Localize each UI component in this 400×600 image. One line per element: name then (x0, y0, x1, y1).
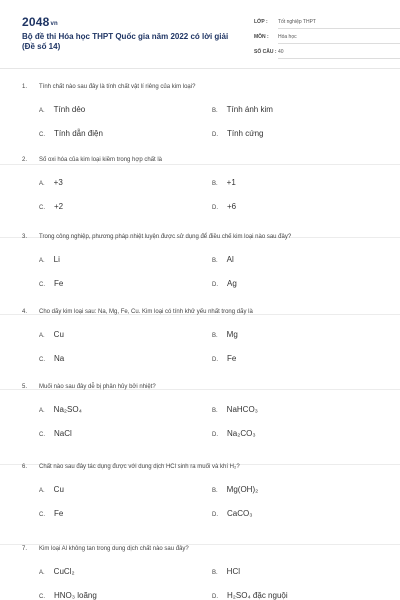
option-text: NaHCO₃ (226, 405, 258, 414)
question-text (22, 83, 382, 91)
option-letter: A. (39, 108, 45, 114)
question-item (22, 233, 382, 305)
option-d[interactable] (212, 591, 288, 600)
option-letter: A. (39, 570, 45, 576)
site-logo[interactable] (22, 15, 58, 29)
option-letter: B. (212, 570, 218, 576)
option-d[interactable] (212, 202, 236, 212)
option-b[interactable] (212, 255, 234, 265)
question-stem: Số oxi hóa của kim loại kiềm trong hợp chất là (39, 157, 162, 163)
options (22, 405, 382, 455)
option-letter: D. (212, 357, 218, 363)
option-letter: C. (39, 132, 45, 138)
option-b[interactable] (212, 178, 236, 188)
option-c[interactable] (39, 509, 63, 519)
option-d[interactable] (212, 129, 263, 139)
question-text (22, 383, 382, 391)
option-text: Li (53, 255, 60, 264)
options (22, 255, 382, 305)
option-text: Cu (53, 485, 64, 494)
options (22, 567, 382, 600)
meta-underline (278, 58, 400, 59)
question-stem: Cho dãy kim loại sau: Na, Mg, Fe, Cu. Kim loại có tính khử yếu nhất trong dãy là (39, 309, 253, 315)
question-stem: Trong công nghiệp, phương pháp nhiệt luyện được sử dụng để điều chế kim loại nào sau đây? (39, 234, 292, 240)
question-number: 2. (22, 157, 28, 163)
option-a[interactable] (39, 255, 60, 265)
question-number: 7. (22, 546, 28, 552)
option-text: Na (54, 354, 65, 363)
question-stem: Kim loại Al không tan trong dung dịch chất nào sau đây? (39, 546, 189, 552)
option-d[interactable] (212, 429, 256, 439)
option-text: Tính ánh kim (226, 105, 273, 114)
option-c[interactable] (39, 429, 72, 439)
question-number: 6. (22, 464, 28, 470)
option-letter: D. (212, 282, 218, 288)
option-text: Tính dẻo (53, 105, 86, 114)
logo-text: 2048 (22, 15, 50, 29)
option-d[interactable] (212, 354, 236, 364)
question-text (22, 156, 382, 164)
option-b[interactable] (212, 105, 273, 115)
question-item (22, 83, 382, 155)
option-text: Mg (226, 330, 238, 339)
option-text: Fe (54, 279, 64, 288)
options (22, 485, 382, 535)
option-a[interactable] (39, 178, 63, 188)
option-c[interactable] (39, 129, 103, 139)
question-text (22, 308, 382, 316)
meta-value: 40 (278, 49, 284, 55)
question-item (22, 308, 382, 380)
option-letter: D. (212, 205, 218, 211)
option-b[interactable] (212, 485, 258, 495)
question-item (22, 545, 382, 600)
option-a[interactable] (39, 567, 75, 577)
question-number: 5. (22, 384, 28, 390)
option-text: Al (226, 255, 234, 264)
option-text: +3 (53, 178, 63, 187)
options (22, 105, 382, 155)
option-letter: C. (39, 205, 45, 211)
option-text: HNO₃ loãng (54, 591, 97, 600)
option-letter: B. (212, 258, 218, 264)
option-text: Ag (227, 279, 237, 288)
option-text: Na₂SO₄ (53, 405, 82, 414)
meta-row-grade (254, 18, 400, 32)
question-item (22, 463, 382, 535)
option-letter: D. (212, 594, 218, 600)
option-a[interactable] (39, 330, 64, 340)
option-text: HCl (226, 567, 241, 576)
option-letter: A. (39, 488, 45, 494)
option-text: Fe (227, 354, 237, 363)
option-text: CaCO₃ (227, 509, 253, 518)
option-letter: A. (39, 258, 45, 264)
options (22, 330, 382, 380)
option-letter: C. (39, 512, 45, 518)
option-text: H₂SO₄ đặc nguội (227, 591, 288, 600)
option-letter: C. (39, 594, 45, 600)
option-c[interactable] (39, 591, 97, 600)
option-text: +2 (54, 202, 64, 211)
option-a[interactable] (39, 405, 82, 415)
question-number: 3. (22, 234, 28, 240)
header-divider (0, 68, 400, 69)
question-item (22, 156, 382, 228)
option-text: +6 (227, 202, 237, 211)
exam-meta (254, 18, 400, 63)
option-letter: A. (39, 333, 45, 339)
option-d[interactable] (212, 509, 252, 519)
option-letter: B. (212, 181, 218, 187)
option-text: Mg(OH)₂ (226, 485, 259, 494)
option-a[interactable] (39, 105, 85, 115)
option-letter: C. (39, 432, 45, 438)
option-text: Tính dẫn điện (54, 129, 103, 138)
option-b[interactable] (212, 567, 240, 577)
meta-row-subject (254, 33, 400, 47)
options (22, 178, 382, 228)
meta-label: SỐ CÂU : (254, 49, 277, 55)
question-stem: Tính chất nào sau đây là tính chất vật lí riêng của kim loại? (39, 84, 196, 90)
option-text: Na₂CO₃ (227, 429, 256, 438)
question-stem: Chất nào sau đây tác dụng được với dung dịch HCl sinh ra muối và khí H₂? (39, 464, 240, 470)
exam-title: Bộ đề thi Hóa học THPT Quốc gia năm 2022 có lời giải (Đề số 14) (22, 32, 229, 51)
option-text: +1 (226, 178, 236, 187)
question-text (22, 463, 382, 471)
option-letter: C. (39, 357, 45, 363)
meta-label: MÔN : (254, 34, 269, 40)
option-text: Tính cứng (227, 129, 264, 138)
option-b[interactable] (212, 405, 258, 415)
meta-label: LỚP : (254, 19, 268, 25)
question-item (22, 383, 382, 455)
option-letter: A. (39, 181, 45, 187)
option-letter: D. (212, 132, 218, 138)
option-text: Fe (54, 509, 64, 518)
question-number: 1. (22, 84, 28, 90)
question-stem: Muối nào sau đây dễ bị phân hủy bởi nhiệt? (39, 384, 156, 390)
option-letter: B. (212, 488, 218, 494)
option-text: NaCl (54, 429, 72, 438)
option-letter: B. (212, 333, 218, 339)
question-number: 4. (22, 309, 28, 315)
option-text: CuCl₂ (53, 567, 75, 576)
meta-row-count (254, 48, 400, 62)
option-letter: D. (212, 512, 218, 518)
meta-underline (278, 43, 400, 44)
option-c[interactable] (39, 279, 63, 289)
option-letter: C. (39, 282, 45, 288)
meta-underline (278, 28, 400, 29)
option-c[interactable] (39, 354, 64, 364)
option-text: Cu (53, 330, 64, 339)
question-text (22, 233, 382, 241)
option-d[interactable] (212, 279, 237, 289)
option-c[interactable] (39, 202, 63, 212)
question-text (22, 545, 382, 553)
option-letter: D. (212, 432, 218, 438)
option-letter: A. (39, 408, 45, 414)
option-a[interactable] (39, 485, 64, 495)
option-letter: B. (212, 108, 218, 114)
exam-header (22, 15, 382, 59)
option-b[interactable] (212, 330, 238, 340)
logo-suffix: vn (50, 21, 58, 27)
meta-value: Tốt nghiệp THPT (278, 19, 316, 25)
meta-value: Hóa học (278, 34, 297, 40)
option-letter: B. (212, 408, 218, 414)
